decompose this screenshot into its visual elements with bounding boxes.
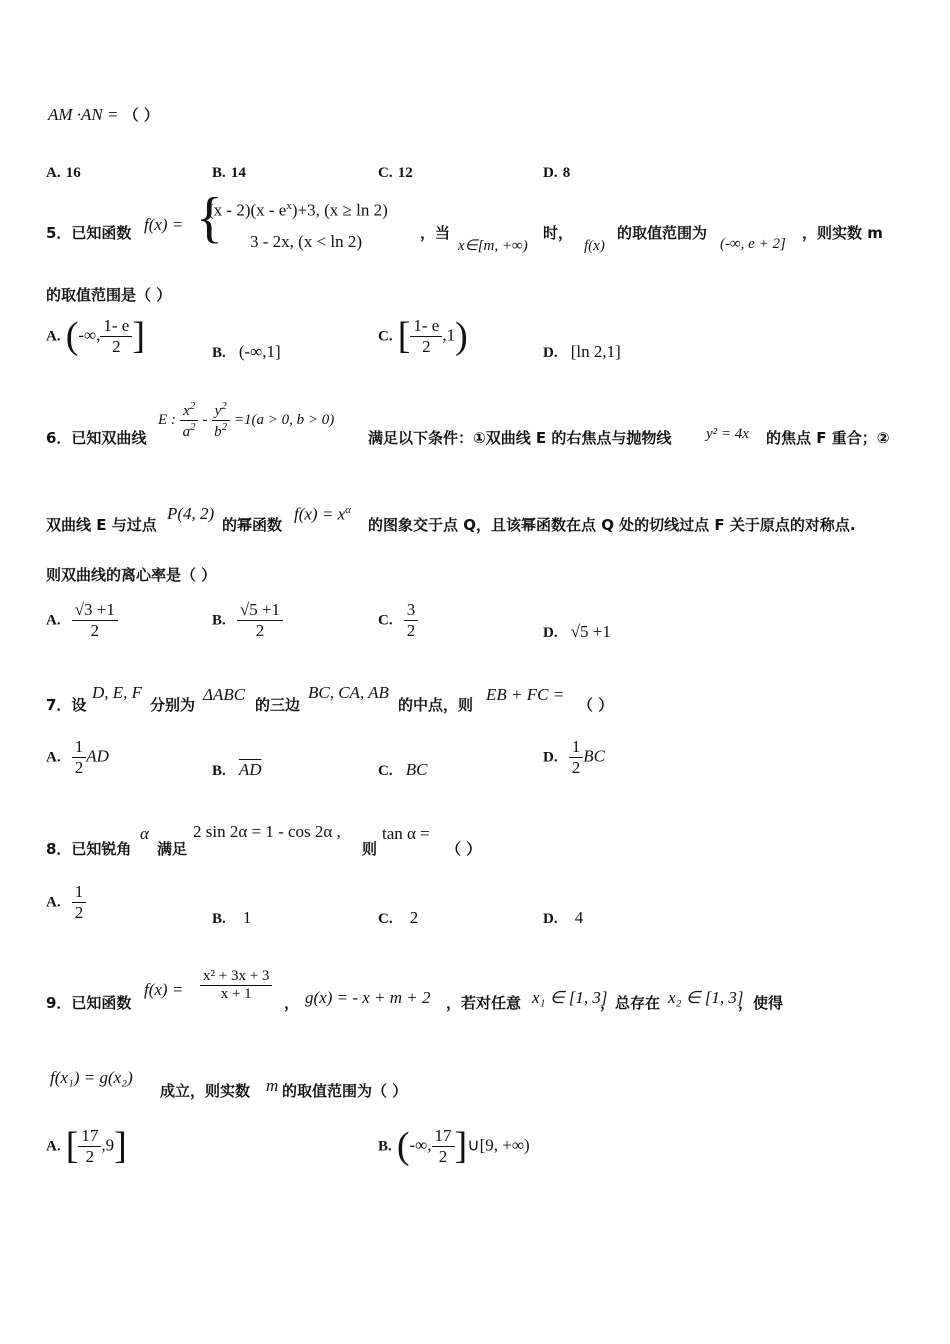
q7-paren: （ ） (578, 696, 614, 714)
q7-sides: BC, CA, AB (308, 683, 389, 702)
q5-tail: ，则实数 m (802, 224, 883, 242)
q5-fx: f(x) = (144, 215, 184, 234)
q7-tri: ΔABC (203, 685, 246, 704)
q5-case2: 3 - 2x, (x < ln 2) (250, 232, 363, 251)
q8-then: 则 (362, 840, 378, 858)
q5-range-text: 的取值范围为 (617, 224, 708, 242)
q8-expr: tan α = (382, 824, 430, 843)
q8-eq: 2 sin 2α = 1 - cos 2α , (193, 822, 341, 841)
q5-range: (-∞, e + 2] (720, 236, 786, 252)
q9-comma: ， (284, 994, 300, 1012)
q9-gx: g(x) = - x + m + 2 (305, 988, 431, 1007)
q9-x2: x₂ ∈ [1, 3] (668, 988, 744, 1007)
q5-fx2: f(x) (584, 238, 605, 254)
q7-intro: 7．设 (46, 696, 87, 714)
q5-option-c[interactable]: C. [ $\frac{1- e}{2}$ ,1) (378, 315, 468, 358)
q7-sides-text: 的三边 (255, 696, 301, 714)
q6-line2-c: 的图象交于点 Q，且该幂函数在点 Q 处的切线过点 F 关于原点的对称点. (368, 516, 856, 534)
q9-line2-tail: 的取值范围为（ ） (282, 1082, 408, 1100)
q5-brace: { (196, 187, 223, 249)
q5-case1: $(x - 2)(x - e^x)+3$, (x ≥ ln 2) (208, 200, 388, 220)
q9-line2-text: 成立，则实数 (160, 1082, 251, 1100)
q7-option-c[interactable]: C. BC (378, 760, 428, 779)
q6-cond1: 满足以下条件：①双曲线 E 的右焦点与抛物线 (368, 429, 672, 447)
q9-such: ，使得 (738, 994, 784, 1012)
q6-option-a[interactable]: A. $\frac{√3 +1}{2}$ (46, 600, 118, 640)
q6-line3: 则双曲线的离心率是（ ） (46, 566, 217, 584)
q9-option-a[interactable]: A. [ $\frac{17}{2}$ ,9] (46, 1125, 127, 1168)
q9-forall: ，若对任意 (446, 994, 522, 1012)
q7-option-a[interactable]: A. $\frac{1}{2}$ AD (46, 737, 109, 777)
q7-mid: 分别为 (150, 696, 196, 714)
q4-option-c[interactable]: C. 12 (378, 165, 413, 181)
q6-option-d[interactable]: D. √5 +1 (543, 622, 611, 641)
q9-line2-eq: f(x₁) = g(x₂) (50, 1068, 133, 1087)
q5-line2: 的取值范围是（ ） (46, 286, 172, 304)
q9-frac: $\frac{\text{x² + 3x + 3}}{x + 1}$ (200, 968, 272, 1004)
q8-alpha: α (140, 824, 149, 843)
q9-intro: 9．已知函数 (46, 994, 132, 1012)
q6-option-c[interactable]: C. $\frac{3}{2}$ (378, 600, 418, 640)
q6-line2-b: 的幂函数 (222, 516, 283, 534)
q9-exists: ，总存在 (600, 994, 661, 1012)
q9-m: m (266, 1076, 279, 1095)
q8-option-a[interactable]: A. $\frac{1}{2}$ (46, 882, 86, 922)
q4-option-d[interactable]: D. 8 (543, 165, 571, 181)
q7-pts: D, E, F (92, 683, 143, 702)
q6-parabola: y² = 4x (706, 426, 749, 442)
q9-option-b[interactable]: B. (-∞, $\frac{17}{2}$ ]∪[9, +∞) (378, 1125, 530, 1168)
q8-option-c[interactable]: C. 2 (378, 908, 419, 927)
q5-option-b[interactable]: B. (-∞,1] (212, 342, 281, 361)
q5-option-d[interactable]: D. [ln 2,1] (543, 342, 621, 361)
q5-intro: 5．已知函数 (46, 224, 132, 242)
q4-option-b[interactable]: B. 14 (212, 165, 246, 181)
q8-option-d[interactable]: D. 4 (543, 908, 584, 927)
q9-x1: x₁ ∈ [1, 3] (532, 988, 608, 1007)
q4-paren: （ ） (123, 106, 159, 124)
q6-curve: E : $\frac{x^2}{a^2}$ - $\frac{y^2}{b^2}$ =1(a > 0, b > 0) (158, 400, 335, 441)
q9-fx: f(x) = (144, 980, 184, 999)
q7-option-d[interactable]: D. $\frac{1}{2}$ BC (543, 737, 605, 777)
q5-when: ，当 (420, 224, 451, 242)
q4-expr: AM ·AN = (48, 105, 119, 124)
q6-line2-a: 双曲线 E 与过点 (46, 516, 157, 534)
q6-option-b[interactable]: B. $\frac{√5 +1}{2}$ (212, 600, 283, 640)
q6-point: P(4, 2) (167, 504, 215, 523)
q6-intro: 6．已知双曲线 (46, 429, 147, 447)
q5-shi: 时， (543, 224, 574, 242)
q7-expr: EB + FC = (486, 685, 565, 704)
q5-option-a[interactable]: A. (-∞, $\frac{1- e}{2}$ ] (46, 315, 145, 358)
q8-intro: 8．已知锐角 (46, 840, 132, 858)
q6-cond1-tail: 的焦点 F 重合；② (766, 429, 890, 447)
q6-power: $f(x) = x^\alpha$ (294, 504, 351, 524)
q8-option-b[interactable]: B. 1 (212, 908, 252, 927)
q7-option-b[interactable]: B. $\overline{AD}$ (212, 760, 262, 779)
q7-tail: 的中点，则 (398, 696, 474, 714)
q4-expression (48, 104, 159, 125)
q5-cond: x∈[m, +∞) (458, 238, 528, 254)
q8-sat: 满足 (157, 840, 188, 858)
q8-paren: （ ） (446, 840, 482, 858)
q4-option-a[interactable]: A. 16 (46, 165, 81, 181)
